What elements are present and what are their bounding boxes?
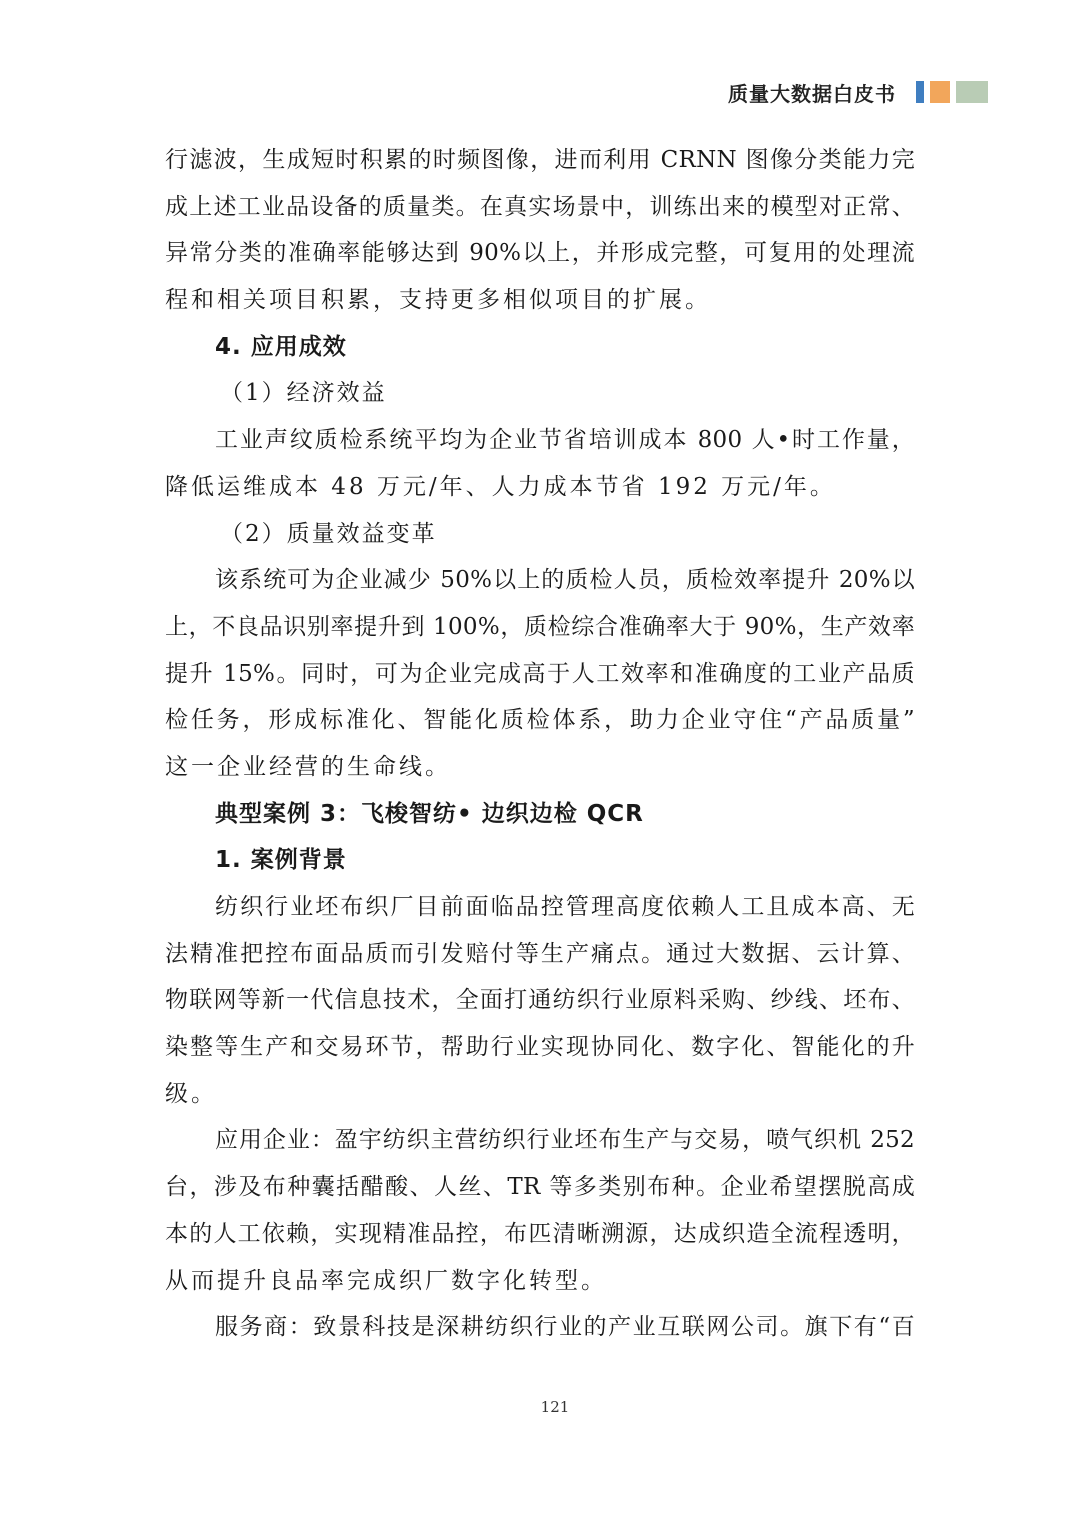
text-line: 上，不良品识别率提升到 100%，质检综合准确率大于 90%，生产效率 — [165, 613, 915, 640]
text-line: 级。 — [165, 1080, 217, 1107]
header-block-orange — [930, 81, 950, 103]
running-header-title: 质量大数据白皮书 — [728, 82, 896, 106]
text-line: 程和相关项目积累，支持更多相似项目的扩展。 — [165, 287, 711, 314]
text-line: 提升 15%。同时，可为企业完成高于人工效率和准确度的工业产品质 — [165, 660, 915, 687]
text-line: 应用企业：盈宇纺织主营纺织行业坯布生产与交易，喷气织机 252 — [215, 1127, 915, 1154]
text-line: 成上述工业品设备的质量类。在真实场景中，训练出来的模型对正常、 — [165, 193, 915, 220]
text-line: 检任务，形成标准化、智能化质检体系，助力企业守住“产品质量” — [165, 707, 915, 734]
section-heading: 4. 应用成效 — [215, 333, 347, 360]
text-line: 物联网等新一代信息技术，全面打通纺织行业原料采购、纱线、坯布、 — [165, 987, 915, 1014]
header-color-blocks — [916, 81, 988, 103]
section-heading: 1. 案例背景 — [215, 847, 347, 874]
header-block-green — [956, 81, 988, 103]
text-line: 该系统可为企业减少 50%以上的质检人员，质检效率提升 20%以 — [215, 567, 915, 594]
text-line: 本的人工依赖，实现精准品控，布匹清晰溯源，达成织造全流程透明， — [165, 1220, 915, 1247]
text-line: 染整等生产和交易环节，帮助行业实现协同化、数字化、智能化的升 — [165, 1034, 915, 1061]
text-line: 法精准把控布面品质而引发赔付等生产痛点。通过大数据、云计算、 — [165, 940, 915, 967]
page-content — [165, 137, 915, 1351]
text-line: 行滤波，生成短时积累的时频图像，进而利用 CRNN 图像分类能力完 — [165, 147, 915, 173]
text-line: 这一企业经营的生命线。 — [165, 753, 451, 780]
text-line: 降低运维成本 48 万元/年、人力成本节省 192 万元/年。 — [165, 473, 836, 500]
text-line: 异常分类的准确率能够达到 90%以上，并形成完整，可复用的处理流 — [165, 240, 915, 267]
text-line: 从而提升良品率完成织厂数字化转型。 — [165, 1267, 607, 1294]
case-title: 典型案例 3：飞梭智纺• 边织边检 QCR — [215, 800, 644, 827]
text-line: 工业声纹质检系统平均为企业节省培训成本 800 人•时工作量， — [215, 427, 915, 454]
header-block-blue — [916, 81, 924, 103]
subsection-heading: （1）经济效益 — [220, 380, 387, 407]
text-line: 纺织行业坯布织厂目前面临品控管理高度依赖人工且成本高、无 — [215, 894, 915, 920]
page-number: 121 — [540, 1398, 570, 1416]
text-line: 服务商：致景科技是深耕纺织行业的产业互联网公司。旗下有“百 — [215, 1314, 915, 1341]
subsection-heading: （2）质量效益变革 — [220, 520, 437, 547]
text-line: 台，涉及布种囊括醋酸、人丝、TR 等多类别布种。企业希望摆脱高成 — [165, 1174, 915, 1201]
